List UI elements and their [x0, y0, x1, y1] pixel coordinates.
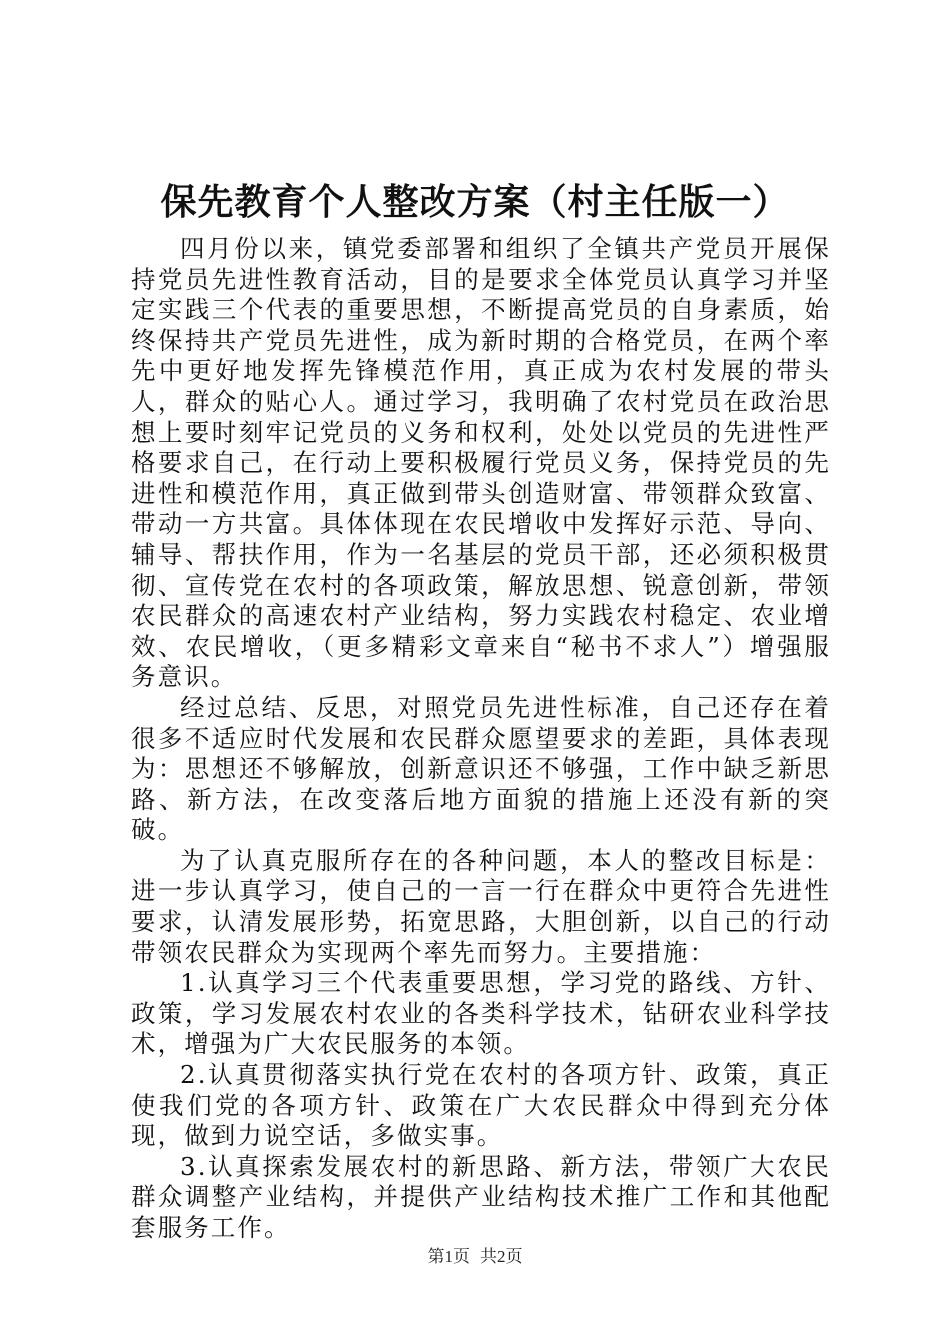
page-footer	[0, 1245, 950, 1269]
measure-item-1: 1.认真学习三个代表重要思想，学习党的路线、方针、政策，学习发展农村农业的各类科学技术，钻研农业科学技术，增强为广大农民服务的本领。	[131, 968, 831, 1059]
body-paragraph: 四月份以来，镇党委部署和组织了全镇共产党员开展保持党员先进性教育活动，目的是要求全体党员认真学习并坚定实践三个代表的重要思想，不断提高党员的自身素质，始终保持共产党员先进性，成为新时期的合格党员，在两个率先中更好地发挥先锋模范作用，真正成为农村发展的带头人，群众的贴心人。通过学习，我明确了农村党员在政治思想上要时刻牢记党员的义务和权利，处处以党员的先进性严格要求自己，在行动上要积极履行党员义务，保持党员的先进性和模范作用，真正做到带头创造财富、带领群众致富、带动一方共富。具体体现在农民增收中发挥好示范、导向、辅导、帮扶作用，作为一名基层的党员干部，还必须积极贯彻、宣传党在农村的各项政策，解放思想、锐意创新，带领农民群众的高速农村产业结构，努力实践农村稳定、农业增效、农民增收，（更多精彩文章来自“秘书不求人”）增强服务意识。	[131, 234, 831, 692]
measure-item-2: 2.认真贯彻落实执行党在农村的各项方针、政策，真正使我们党的各项方针、政策在广大农民群众中得到充分体现，做到力说空话，多做实事。	[131, 1060, 831, 1151]
measure-item-3: 3.认真探索发展农村的新思路、新方法，带领广大农民群众调整产业结构，并提供产业结构技术推广工作和其他配套服务工作。	[131, 1151, 831, 1242]
page-number: 第1页	[427, 1247, 470, 1266]
document-body	[131, 234, 831, 1244]
document-title: 保先教育个人整改方案（村主任版一）	[160, 182, 790, 223]
body-paragraph: 为了认真克服所存在的各种问题，本人的整改目标是：进一步认真学习，使自己的一言一行在群众中更符合先进性要求，认清发展形势，拓宽思路，大胆创新，以自己的行动带领农民群众为实现两个率先而努力。主要措施：	[131, 845, 831, 967]
body-paragraph: 经过总结、反思，对照党员先进性标准，自己还存在着很多不适应时代发展和农民群众愿望要求的差距，具体表现为：思想还不够解放，创新意识还不够强，工作中缺乏新思路、新方法，在改变落后地方面貌的措施上还没有新的突破。	[131, 692, 831, 845]
page-total: 共2页	[480, 1247, 523, 1266]
